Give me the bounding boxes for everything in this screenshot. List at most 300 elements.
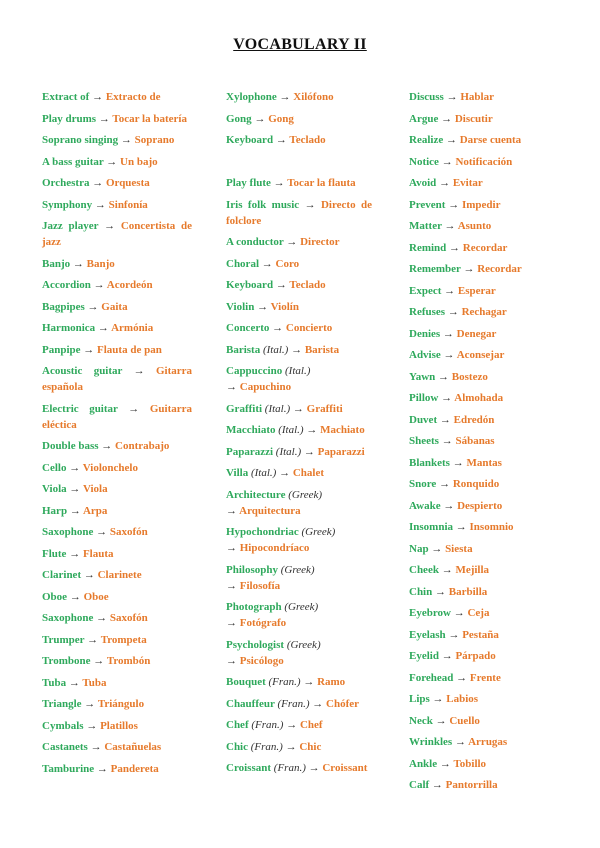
arrow-icon: →: [69, 547, 81, 560]
vocab-entry: [42, 567, 192, 583]
english-term: Notice: [409, 155, 439, 168]
arrow-icon: →: [312, 697, 324, 710]
english-term: Chauffeur: [226, 697, 275, 710]
vocab-entry: [42, 632, 192, 648]
arrow-icon: →: [275, 279, 287, 291]
spanish-term: Castañuelas: [104, 741, 162, 753]
vocab-entry: [42, 675, 192, 691]
spanish-term: Machiato: [320, 424, 365, 436]
english-term: Refuses: [409, 306, 446, 318]
spanish-term: Labios: [446, 693, 479, 705]
vocab-entry: [226, 299, 372, 315]
english-term: Jazz player: [42, 220, 99, 232]
english-term: Bouquet: [226, 676, 266, 688]
spanish-term: Concertista de jazz: [42, 220, 193, 248]
vocab-entry: [409, 476, 559, 492]
english-term: Paparazzi: [226, 445, 274, 458]
spanish-term: Flauta de pan: [97, 343, 162, 356]
origin-tag: (Fran.): [250, 740, 283, 753]
arrow-icon: →: [120, 134, 132, 146]
vocab-entry: [42, 460, 192, 476]
english-term: Eyelid: [409, 650, 439, 662]
vocab-entry: [409, 756, 559, 772]
vocab-entry: [409, 304, 559, 320]
spanish-term: Barista: [304, 343, 340, 356]
spanish-term: Violín: [270, 300, 299, 313]
spanish-term: Tuba: [82, 676, 107, 689]
vocab-entry: [409, 197, 559, 213]
spanish-term: Asunto: [457, 220, 492, 232]
vocab-entry: [42, 524, 192, 540]
vocab-entry: [42, 175, 192, 191]
spanish-term: Platillos: [100, 719, 138, 732]
arrow-icon: →: [254, 112, 266, 125]
english-term: Remember: [409, 263, 461, 275]
vocab-entry: [42, 739, 192, 755]
spanish-term: Xilófono: [293, 91, 334, 103]
spanish-term: Extracto de: [105, 91, 161, 103]
english-term: Chin: [409, 585, 433, 598]
english-term: A bass guitar: [42, 155, 104, 168]
spanish-term: Tocar la batería: [112, 112, 187, 125]
vocab-entry: [42, 111, 192, 127]
english-term: Cappuccino: [226, 365, 283, 377]
origin-tag: (Fran.): [273, 762, 306, 774]
vocab-entry: [226, 524, 372, 556]
vocab-entry: [409, 519, 559, 535]
english-term: A conductor: [226, 236, 284, 248]
english-term: Double bass: [42, 440, 99, 452]
vocab-entry: [226, 487, 372, 519]
arrow-icon: →: [447, 306, 459, 318]
arrow-icon: →: [444, 220, 456, 232]
english-term: Pillow: [409, 392, 439, 404]
vocab-entry: [226, 562, 372, 594]
vocab-entry: [409, 605, 559, 621]
vocab-entry: [42, 132, 192, 148]
spanish-term: Directo de folclore: [226, 198, 372, 227]
english-term: Barista: [226, 343, 261, 356]
spanish-term: Barbilla: [448, 585, 488, 598]
spanish-term: Evitar: [452, 177, 483, 189]
arrow-icon: →: [441, 155, 453, 168]
spanish-term: Oboe: [83, 590, 109, 603]
vocabulary-column-2: [226, 89, 372, 782]
spanish-term: Tobillo: [453, 757, 487, 770]
arrow-icon: →: [92, 91, 104, 103]
spanish-term: Filosofía: [239, 579, 281, 592]
spanish-term: Pandereta: [110, 762, 159, 775]
arrow-icon: →: [106, 155, 118, 168]
arrow-icon: →: [279, 467, 291, 479]
vocab-entry: [42, 546, 192, 562]
arrow-icon: →: [448, 198, 460, 211]
spanish-term: Triángulo: [97, 698, 145, 710]
english-term: Hypochondriac: [226, 526, 299, 538]
vocab-entry: [409, 670, 559, 686]
arrow-icon: →: [226, 504, 237, 517]
arrow-icon: →: [133, 365, 145, 377]
english-term: Yawn: [409, 370, 436, 383]
vocab-entry: [409, 218, 559, 234]
english-term: Blankets: [409, 456, 450, 469]
english-term: Duvet: [409, 413, 438, 426]
english-term: Keyboard: [226, 279, 274, 291]
english-term: Chic: [226, 740, 248, 753]
spanish-term: Concierto: [285, 322, 333, 334]
arrow-icon: →: [226, 381, 237, 393]
spanish-term: Aconsejar: [456, 349, 505, 361]
english-term: Discuss: [409, 91, 444, 103]
spanish-term: Ramo: [317, 676, 346, 688]
arrow-icon: →: [292, 402, 304, 415]
spanish-term: Gaita: [101, 300, 128, 313]
vocab-entry: [42, 89, 192, 105]
arrow-icon: →: [104, 220, 116, 232]
origin-tag: (Greek): [280, 563, 315, 576]
vocab-entry: [409, 412, 559, 428]
origin-tag: (Fran.): [268, 676, 301, 688]
arrow-icon: →: [445, 134, 457, 146]
spanish-term: Denegar: [456, 327, 497, 340]
arrow-icon: →: [226, 579, 237, 592]
origin-tag: (Greek): [288, 488, 323, 501]
vocab-entry: [409, 777, 559, 793]
arrow-icon: →: [83, 569, 95, 581]
arrow-icon: →: [454, 736, 466, 748]
english-term: Snore: [409, 478, 437, 490]
english-term: Cheek: [409, 564, 439, 576]
vocab-entry: [226, 234, 372, 250]
english-term: Flute: [42, 547, 67, 560]
arrow-icon: →: [226, 654, 237, 667]
english-term: Expect: [409, 284, 442, 297]
arrow-icon: →: [96, 612, 108, 624]
spanish-term: Croissant: [322, 762, 368, 774]
english-term: Soprano singing: [42, 134, 119, 146]
spanish-term: Trombón: [106, 655, 151, 667]
arrow-icon: →: [441, 435, 453, 447]
english-term: Sheets: [409, 435, 439, 447]
arrow-icon: →: [441, 392, 453, 404]
arrow-icon: →: [444, 284, 456, 297]
spanish-term: Teclado: [289, 279, 326, 291]
vocab-entry: [42, 256, 192, 272]
vocab-entry: [42, 589, 192, 605]
arrow-icon: →: [279, 91, 291, 103]
vocab-entry: [42, 299, 192, 315]
english-term: Keyboard: [226, 134, 274, 146]
spanish-term: Clarinete: [97, 569, 142, 581]
spanish-term: Pantorrilla: [445, 779, 498, 791]
arrow-icon: →: [435, 714, 447, 727]
arrow-icon: →: [453, 607, 465, 619]
english-term: Electric guitar: [42, 402, 118, 415]
arrow-icon: →: [439, 177, 451, 189]
english-term: Play drums: [42, 112, 97, 125]
origin-tag: (Ital.): [250, 467, 277, 479]
spanish-term: Contrabajo: [115, 440, 170, 452]
english-term: Gong: [226, 112, 252, 125]
origin-tag: (Greek): [286, 638, 321, 651]
arrow-icon: →: [87, 633, 99, 646]
spanish-term: Chic: [299, 740, 322, 753]
english-term: Villa: [226, 467, 249, 479]
arrow-icon: →: [96, 526, 108, 538]
english-term: Argue: [409, 112, 439, 125]
arrow-icon: →: [306, 424, 318, 436]
vocab-entry: [409, 584, 559, 600]
spanish-term: Esperar: [457, 284, 496, 297]
english-term: Cello: [42, 461, 67, 474]
spanish-term: Armónia: [111, 322, 154, 334]
vocab-entry: [409, 369, 559, 385]
vocab-entry: [42, 218, 192, 250]
spanish-term: Almohada: [454, 392, 504, 404]
arrow-icon: →: [303, 445, 315, 458]
english-term: Awake: [409, 499, 441, 512]
spanish-term: Cuello: [449, 714, 480, 727]
spanish-term: Violonchelo: [82, 461, 138, 474]
vocab-entry: [409, 111, 559, 127]
vocab-entry: [226, 422, 372, 438]
arrow-icon: →: [443, 499, 455, 512]
spanish-term: Paparazzi: [317, 445, 365, 458]
spanish-term: Trompeta: [100, 633, 147, 646]
spanish-term: Mejilla: [455, 564, 490, 576]
spanish-term: Frente: [469, 671, 501, 684]
vocab-entry: [42, 401, 192, 433]
vocab-entry: [226, 342, 372, 358]
english-term: Calf: [409, 779, 430, 791]
english-term: Saxophone: [42, 526, 94, 538]
vocab-entry: [409, 390, 559, 406]
vocab-entry: [409, 455, 559, 471]
spanish-term: Fotógrafo: [239, 617, 287, 629]
vocab-entry: [409, 240, 559, 256]
vocab-entry: [226, 363, 372, 395]
english-term: Bagpipes: [42, 300, 85, 313]
spanish-term: Darse cuenta: [459, 134, 522, 146]
vocab-entry: [226, 320, 372, 336]
spanish-term: Insomnio: [469, 521, 514, 533]
spanish-term: Recordar: [477, 263, 522, 275]
english-term: Viola: [42, 483, 67, 495]
english-term: Ankle: [409, 757, 438, 770]
english-term: Realize: [409, 134, 444, 146]
arrow-icon: →: [435, 585, 446, 598]
english-term: Play flute: [226, 177, 271, 189]
arrow-icon: →: [69, 461, 81, 474]
arrow-icon: →: [86, 719, 98, 732]
english-term: Photograph: [226, 601, 282, 613]
arrow-icon: →: [304, 198, 316, 211]
english-term: Extract of: [42, 91, 90, 103]
vocab-entry: [409, 648, 559, 664]
english-term: Panpipe: [42, 343, 81, 356]
spanish-term: Arpa: [82, 504, 108, 517]
spanish-term: Chófer: [326, 697, 360, 710]
english-term: Acoustic guitar: [42, 365, 123, 377]
spanish-term: Guitarra eléctica: [42, 402, 193, 431]
arrow-icon: →: [93, 279, 105, 291]
english-term: Oboe: [42, 590, 68, 603]
arrow-icon: →: [303, 676, 315, 688]
vocab-entry: [226, 401, 372, 417]
spanish-term: Viola: [82, 483, 108, 495]
vocab-entry: [409, 541, 559, 557]
spanish-term: Sinfonía: [108, 198, 148, 211]
english-term: Matter: [409, 220, 442, 232]
vocab-entry: [226, 674, 372, 690]
spanish-term: Notificación: [455, 155, 513, 168]
english-term: Forehead: [409, 671, 454, 684]
vocab-entry: [226, 256, 372, 272]
vocabulary-column-1: [42, 89, 192, 782]
vocab-entry: [42, 610, 192, 626]
vocab-entry: [42, 154, 192, 170]
spanish-term: Recordar: [462, 241, 508, 254]
vocab-entry: [409, 326, 559, 342]
origin-tag: (Fran.): [251, 719, 284, 731]
vocab-entry: [226, 277, 372, 293]
vocab-entry: [409, 562, 559, 578]
vocab-entry: [42, 481, 192, 497]
arrow-icon: →: [431, 779, 443, 791]
arrow-icon: →: [87, 300, 99, 313]
origin-tag: (Fran.): [277, 697, 310, 710]
vocab-entry: [226, 154, 372, 170]
origin-tag: (Ital.): [275, 445, 302, 458]
origin-tag: (Ital.): [278, 424, 304, 436]
spanish-term: Arrugas: [468, 736, 508, 748]
arrow-icon: →: [275, 134, 287, 146]
spanish-term: Soprano: [134, 134, 175, 146]
english-term: Iris folk music: [226, 198, 300, 211]
english-term: Denies: [409, 327, 441, 340]
arrow-icon: →: [272, 322, 284, 334]
english-term: Advise: [409, 349, 441, 361]
origin-tag: (Ital.): [262, 343, 289, 356]
vocab-entry: [409, 713, 559, 729]
arrow-icon: →: [94, 198, 106, 211]
arrow-icon: →: [69, 590, 81, 603]
spanish-term: Impedir: [461, 198, 501, 211]
arrow-icon: →: [226, 542, 237, 554]
arrow-icon: →: [446, 91, 458, 103]
vocab-entry: [226, 599, 372, 631]
spanish-term: Mantas: [466, 456, 502, 469]
arrow-icon: →: [291, 343, 303, 356]
arrow-icon: →: [441, 564, 453, 576]
spanish-term: Arquitectura: [239, 504, 301, 517]
spanish-term: Sábanas: [455, 435, 495, 447]
spanish-term: Coro: [275, 257, 300, 270]
arrow-icon: →: [455, 521, 467, 533]
arrow-icon: →: [101, 440, 113, 452]
english-term: Philosophy: [226, 563, 278, 576]
arrow-icon: →: [439, 478, 451, 490]
arrow-icon: →: [286, 236, 298, 248]
english-term: Banjo: [42, 257, 71, 270]
vocab-entry: [409, 734, 559, 750]
arrow-icon: →: [439, 757, 451, 770]
spanish-term: Gitarra española: [42, 365, 193, 393]
origin-tag: (Ital.): [285, 365, 311, 377]
english-term: Prevent: [409, 198, 446, 211]
arrow-icon: →: [449, 241, 461, 254]
vocab-entry: [42, 342, 192, 358]
vocab-entry: [409, 154, 559, 170]
english-term: Chef: [226, 719, 249, 731]
arrow-icon: →: [93, 655, 105, 667]
english-term: Macchiato: [226, 424, 276, 436]
spanish-term: Pestaña: [462, 628, 499, 641]
spanish-term: Hablar: [460, 91, 494, 103]
spanish-term: Chef: [299, 719, 323, 731]
english-term: Lips: [409, 693, 430, 705]
vocab-entry: [226, 111, 372, 127]
english-term: Tuba: [42, 676, 67, 689]
english-term: Eyebrow: [409, 607, 451, 619]
english-term: Triangle: [42, 698, 82, 710]
english-term: Saxophone: [42, 612, 94, 624]
spanish-term: Hipocondríaco: [239, 542, 310, 554]
spanish-term: Flauta: [82, 547, 114, 560]
arrow-icon: →: [261, 257, 273, 270]
spanish-term: Discutir: [454, 112, 493, 125]
vocab-entry: [226, 465, 372, 481]
vocab-entry: [42, 320, 192, 336]
arrow-icon: →: [96, 762, 108, 775]
spanish-term: Chalet: [292, 467, 324, 479]
spanish-term: Acordeón: [106, 279, 153, 291]
vocab-entry: [42, 761, 192, 777]
arrow-icon: →: [456, 671, 468, 684]
spanish-term: Saxofón: [109, 612, 148, 624]
spanish-term: Graffiti: [306, 402, 343, 415]
vocab-entry: [226, 175, 372, 191]
arrow-icon: →: [97, 322, 109, 334]
vocab-entry: [42, 653, 192, 669]
vocab-entry: [226, 760, 372, 776]
english-term: Harmonica: [42, 322, 96, 334]
arrow-icon: →: [226, 617, 237, 629]
vocab-entry: [42, 363, 192, 395]
arrow-icon: →: [273, 177, 285, 189]
arrow-icon: →: [463, 263, 475, 275]
english-term: Insomnia: [409, 521, 454, 533]
arrow-icon: →: [257, 300, 269, 313]
english-term: Clarinet: [42, 569, 82, 581]
page-title: VOCABULARY II: [233, 36, 367, 53]
english-term: Trumper: [42, 633, 85, 646]
vocab-entry: [226, 197, 372, 229]
spanish-term: Capuchino: [239, 381, 292, 393]
english-term: Croissant: [226, 762, 272, 774]
spanish-term: Despierto: [457, 499, 503, 512]
english-term: Violin: [226, 300, 255, 313]
english-term: Cymbals: [42, 719, 84, 732]
english-term: Symphony: [42, 198, 93, 211]
spanish-term: Orquesta: [105, 177, 150, 189]
arrow-icon: →: [438, 370, 450, 383]
vocab-entry: [409, 132, 559, 148]
english-term: Concerto: [226, 322, 270, 334]
arrow-icon: →: [84, 698, 96, 710]
arrow-icon: →: [68, 676, 80, 689]
vocab-entry: [226, 444, 372, 460]
